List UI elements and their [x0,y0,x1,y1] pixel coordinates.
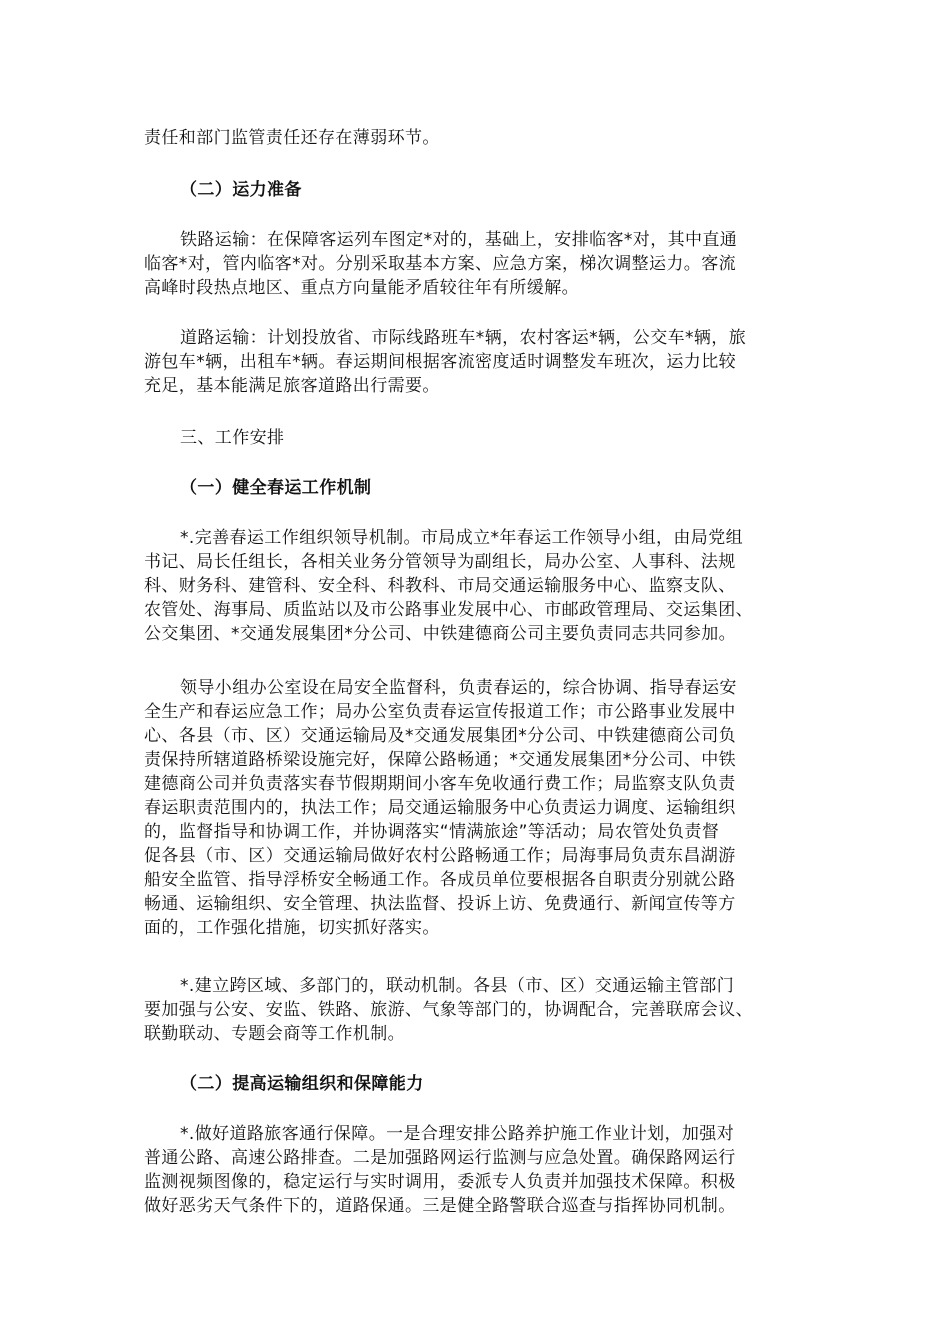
text-line: 领导小组办公室设在局安全监督科，负责春运的，综合协调、指导春运安 [180,678,737,698]
heading-text: （一）健全春运工作机制 [180,478,372,498]
text-line: 做好恶劣天气条件下的，道路保通。三是健全路警联合巡查与指挥协同机制。 [144,1196,736,1216]
heading-text: 三、工作安排 [180,428,285,448]
text-line: 责任和部门监管责任还存在薄弱环节。 [144,128,440,148]
text-line: 面的，工作强化措施，切实抓好落实。 [144,918,440,938]
subheading-capacity-preparation [144,178,824,202]
subheading-work-mechanism [144,476,824,500]
paragraph-road-transport [144,326,824,398]
text-line: 畅通、运输组织、安全管理、执法监督、投诉上访、免费通行、新闻宣传等方 [144,894,736,914]
text-line: 全生产和春运应急工作；局办公室负责春运宣传报道工作；市公路事业发展中 [144,702,736,722]
text-line: 临客*对，管内临客*对。分别采取基本方案、应急方案，梯次调整运力。客流 [144,254,736,274]
text-line: 道路运输：计划投放省、市际线路班车*辆，农村客运*辆，公交车*辆，旅 [180,328,747,348]
text-line: 建德商公司并负责落实春节假期期间小客车免收通行费工作；局监察支队负责 [144,774,736,794]
text-line: 要加强与公安、安监、铁路、旅游、气象等部门的，协调配合，完善联席会议、 [144,1000,753,1020]
section-heading-work-arrangement [144,426,824,450]
text-line: 促各县（市、区）交通运输局做好农村公路畅通工作；局海事局负责东昌湖游 [144,846,736,866]
paragraph-leadership-mechanism [144,526,824,646]
text-line: 心、各县（市、区）交通运输局及*交通发展集团*分公司、中铁建德商公司负 [144,726,736,746]
text-line: *.建立跨区域、多部门的，联动机制。各县（市、区）交通运输主管部门 [180,976,735,996]
text-line: 充足，基本能满足旅客道路出行需要。 [144,376,440,396]
paragraph-linkage-mechanism [144,974,824,1046]
text-line: 春运职责范围内的，执法工作；局交通运输服务中心负责运力调度、运输组织 [144,798,736,818]
text-line: 联勤联动、专题会商等工作机制。 [144,1024,405,1044]
text-line: 游包车*辆，出租车*辆。春运期间根据客流密度适时调整发车班次，运力比较 [144,352,736,372]
text-line: 普通公路、高速公路排查。二是加强路网运行监测与应急处置。确保路网运行 [144,1148,736,1168]
text-line: 责保持所辖道路桥梁设施完好，保障公路畅通；*交通发展集团*分公司、中铁 [144,750,736,770]
text-line: 书记、局长任组长，各相关业务分管领导为副组长，局办公室、人事科、法规 [144,552,736,572]
paragraph-continuation [144,126,824,150]
text-line: 铁路运输：在保障客运列车图定*对的，基础上，安排临客*对，其中直通 [180,230,738,250]
heading-text: （二）运力准备 [180,180,302,200]
text-line: *.完善春运工作组织领导机制。市局成立*年春运工作领导小组，由局党组 [180,528,744,548]
text-line: 科、财务科、建管科、安全科、科教科、市局交通运输服务中心、监察支队、 [144,576,736,596]
heading-text: （二）提高运输组织和保障能力 [180,1074,424,1094]
text-line: 高峰时段热点地区、重点方向量能矛盾较往年有所缓解。 [144,278,579,298]
text-line: 的，监督指导和协调工作，并协调落实“情满旅途”等活动；局农管处负责督 [144,822,720,842]
subheading-transport-capability [144,1072,824,1096]
text-line: 船安全监管、指导浮桥安全畅通工作。各成员单位要根据各自职责分别就公路 [144,870,736,890]
paragraph-office-duties [144,676,824,940]
text-line: 监测视频图像的，稳定运行与实时调用，委派专人负责并加强技术保障。积极 [144,1172,736,1192]
paragraph-railway-transport [144,228,824,300]
text-line: 农管处、海事局、质监站以及市公路事业发展中心、市邮政管理局、交运集团、 [144,600,753,620]
text-line: *.做好道路旅客通行保障。一是合理安排公路养护施工作业计划，加强对 [180,1124,735,1144]
text-line: 公交集团、*交通发展集团*分公司、中铁建德商公司主要负责同志共同参加。 [144,624,736,644]
paragraph-road-passenger-guarantee [144,1122,824,1218]
